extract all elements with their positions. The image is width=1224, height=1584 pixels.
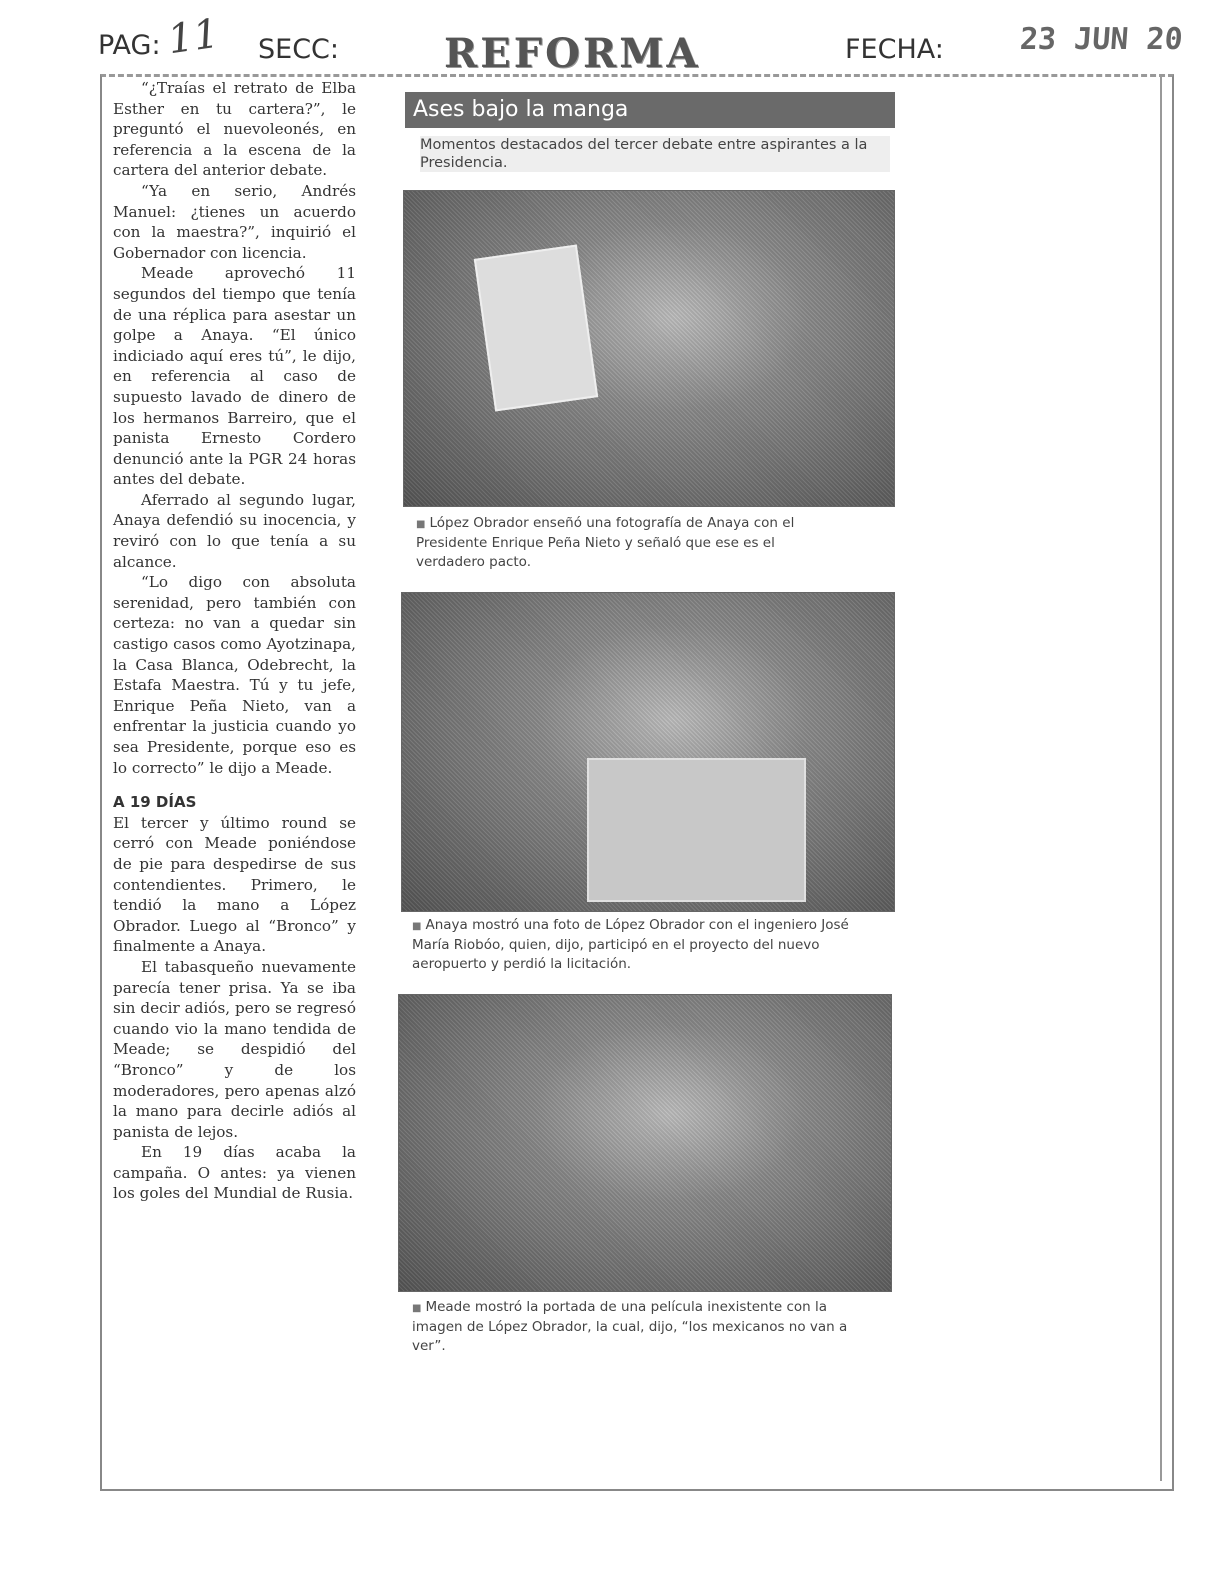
article-subhead: A 19 DÍAS (113, 793, 197, 812)
caption-text: López Obrador enseñó una fotografía de Anaya con el Presidente Enrique Peña Nieto y señaló que ese es el verdadero pacto. (416, 515, 795, 570)
caption-text: Meade mostró la portada de una película inexistente con la imagen de López Obrador, la cual, dijo, “los mexicanos no van a ver”. (412, 1299, 848, 1354)
article-paragraph: En 19 días acaba la campaña. O antes: ya vienen los goles del Mundial de Rusia. (113, 1143, 356, 1203)
bullet-icon: ■ (416, 519, 426, 530)
article-paragraph: Meade aprovechó 11 segundos del tiempo que tenía de una réplica para asestar un golpe a Anaya. “El único indiciado aquí eres tú”, le dijo, en referencia al caso de supuesto lavado de dinero de los hermanos Barreiro, que el panista Ernesto Cordero denunció ante la PGR 24 horas antes del debate. (113, 264, 356, 489)
article-paragraph: El tabasqueño nuevamente parecía tener prisa. Ya se iba sin decir adiós, pero se regresó cuando vio la mano tendida de Meade; se despidió del “Bronco” y de los moderadores, pero apenas alzó la mano para decirle adiós al panista de lejos. (113, 957, 356, 1141)
article-column (113, 78, 356, 1204)
photo-lopez-obrador (403, 190, 895, 507)
photo-anaya (401, 592, 895, 912)
page-label: PAG: (98, 30, 161, 61)
column-divider (1160, 76, 1162, 1481)
article-paragraph: El tercer y último round se cerró con Meade poniéndose de pie para despedirse de sus contendientes. Primero, le tendió la mano a López Obrador. Luego al “Bronco” y finalmente a Anaya. (113, 813, 356, 956)
date-stamp: 23 JUN 20 (1018, 22, 1184, 57)
bullet-icon: ■ (412, 921, 422, 932)
caption-text: Anaya mostró una foto de López Obrador con el ingeniero José María Riobóo, quien, dijo, participó en el proyecto del nuevo aeropuerto y perdió la licitación. (412, 917, 849, 972)
bullet-icon: ■ (412, 1303, 422, 1314)
held-photograph (474, 245, 598, 412)
photo-caption (412, 1298, 872, 1356)
section-label: SECC: (258, 34, 339, 65)
sidebar-subtitle: Momentos destacados del tercer debate entre aspirantes a la Presidencia. (420, 136, 890, 172)
date-label: FECHA: (845, 34, 944, 65)
newspaper-logo: REFORMA (444, 30, 701, 77)
page-number-handwritten: 11 (165, 10, 222, 64)
article-paragraph: “Ya en serio, Andrés Manuel: ¿tienes un acuerdo con la maestra?”, inquirió el Gobernador con licencia. (113, 181, 356, 262)
photo-caption (416, 514, 816, 572)
photo-caption (412, 916, 862, 974)
article-paragraph: “¿Traías el retrato de Elba Esther en tu cartera?”, le preguntó el nuevoleonés, en referencia a la escena de la cartera del anterior debate. (113, 79, 356, 180)
held-photograph (587, 758, 806, 902)
sidebar-title: Ases bajo la manga (405, 92, 895, 128)
article-paragraph: Aferrado al segundo lugar, Anaya defendió su inocencia, y reviró con lo que tenía a su alcance. (113, 490, 356, 571)
photo-meade (398, 994, 892, 1292)
article-paragraph: “Lo digo con absoluta serenidad, pero también con certeza: no van a quedar sin castigo casos como Ayotzinapa, la Casa Blanca, Odebrecht, la Estafa Maestra. Tú y tu jefe, Enrique Peña Nieto, van a enfrentar la justicia cuando yo sea Presidente, porque eso es lo correcto” le dijo a Meade. (113, 573, 356, 777)
